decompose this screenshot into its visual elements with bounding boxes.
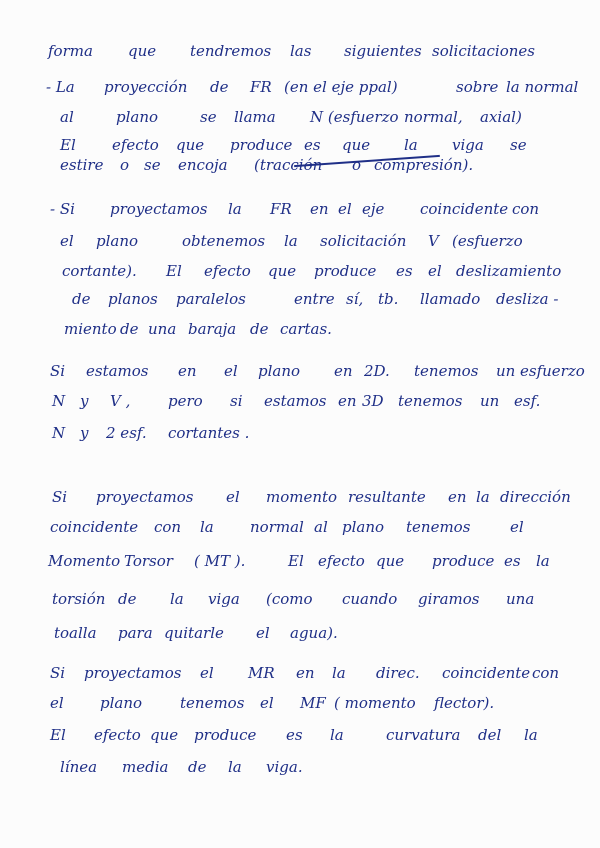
word: que: [128, 42, 157, 60]
word: agua).: [290, 624, 338, 642]
word: cuando: [342, 590, 398, 608]
word: la: [228, 200, 242, 218]
word: proyectamos: [96, 488, 194, 506]
word: V: [428, 232, 439, 250]
word: el: [200, 664, 214, 682]
word: toalla: [54, 624, 97, 642]
text-line-10: [0, 314, 600, 344]
word: del: [478, 726, 502, 744]
text-line-2: [0, 72, 600, 102]
word: esfuerzo: [520, 362, 585, 380]
text-line-1: [0, 36, 600, 66]
word: el: [428, 262, 442, 280]
word: el: [510, 518, 524, 536]
word: momento: [266, 488, 338, 506]
word: solicitación: [320, 232, 407, 250]
word: o: [352, 156, 362, 174]
word: de: [118, 590, 137, 608]
word: viga: [208, 590, 240, 608]
word: de: [250, 320, 269, 338]
word: con: [154, 518, 182, 536]
word: Si: [52, 488, 68, 506]
word: obtenemos: [182, 232, 266, 250]
word: tenemos: [406, 518, 471, 536]
word: o: [120, 156, 130, 174]
text-line-8: [0, 256, 600, 286]
word: es: [304, 136, 321, 154]
word: tendremos: [190, 42, 272, 60]
word: solicitaciones: [432, 42, 535, 60]
word: coincidente: [420, 200, 509, 218]
word: la: [404, 136, 418, 154]
word: tenemos: [180, 694, 245, 712]
word: V ,: [110, 392, 131, 410]
word: pero: [168, 392, 203, 410]
word: ( MT ).: [194, 552, 246, 570]
text-line-7: [0, 226, 600, 256]
word: MR: [248, 664, 275, 682]
word: plano: [96, 232, 139, 250]
word: entre: [294, 290, 335, 308]
word: sí,: [346, 290, 364, 308]
word: ( momento: [334, 694, 416, 712]
word: efecto: [204, 262, 251, 280]
word: produce: [194, 726, 257, 744]
word: proyectamos: [84, 664, 182, 682]
word: FR: [270, 200, 292, 218]
word: - La: [46, 78, 75, 96]
word: la: [200, 518, 214, 536]
word: torsión: [52, 590, 106, 608]
word: produce: [432, 552, 495, 570]
word: estire: [60, 156, 104, 174]
word: línea: [60, 758, 98, 776]
word: que: [176, 136, 205, 154]
word: en: [448, 488, 467, 506]
word: llama: [234, 108, 276, 126]
text-line-12: [0, 386, 600, 416]
text-line-17: [0, 584, 600, 614]
word: un: [480, 392, 500, 410]
word: el: [260, 694, 274, 712]
word: para: [118, 624, 153, 642]
word: normal,: [404, 108, 463, 126]
word: una: [506, 590, 535, 608]
word: plano: [258, 362, 301, 380]
word: N: [52, 392, 66, 410]
word: esf.: [514, 392, 541, 410]
word: coincidente: [442, 664, 531, 682]
text-line-20: [0, 688, 600, 718]
text-line-3: [0, 102, 600, 132]
word: resultante: [348, 488, 426, 506]
word: la: [524, 726, 538, 744]
word: normal: [250, 518, 304, 536]
word: las: [290, 42, 312, 60]
word: que: [268, 262, 297, 280]
text-line-9: [0, 284, 600, 314]
word: efecto: [318, 552, 365, 570]
word: Momento: [48, 552, 121, 570]
word: dirección: [500, 488, 571, 506]
word: (tracción: [254, 156, 323, 174]
word: con: [532, 664, 560, 682]
word: es: [396, 262, 413, 280]
text-line-6: [0, 194, 600, 224]
word: paralelos: [176, 290, 246, 308]
word: en: [296, 664, 315, 682]
word: 2 esf.: [106, 424, 147, 442]
word: llamado: [420, 290, 481, 308]
word: en: [334, 362, 353, 380]
word: miento: [64, 320, 117, 338]
word: FR: [250, 78, 272, 96]
word: N (esfuerzo: [310, 108, 399, 126]
word: el: [338, 200, 352, 218]
text-line-22: [0, 752, 600, 782]
word: (como: [266, 590, 313, 608]
word: direc.: [376, 664, 420, 682]
text-line-15: [0, 512, 600, 542]
word: sobre: [456, 78, 499, 96]
word: es: [286, 726, 303, 744]
word: al: [60, 108, 74, 126]
word: una: [148, 320, 177, 338]
word: efecto: [112, 136, 159, 154]
word: un: [496, 362, 516, 380]
word: que: [150, 726, 179, 744]
word: si: [230, 392, 243, 410]
word: en: [178, 362, 197, 380]
word: Torsor: [124, 552, 173, 570]
word: curvatura: [386, 726, 461, 744]
text-line-18: [0, 618, 600, 648]
word: proyección: [104, 78, 188, 96]
word: tenemos: [398, 392, 463, 410]
word: estamos: [86, 362, 149, 380]
word: El: [166, 262, 182, 280]
word: viga: [452, 136, 484, 154]
word: el: [60, 232, 74, 250]
word: el: [256, 624, 270, 642]
word: la: [170, 590, 184, 608]
word: que: [342, 136, 371, 154]
word: coincidente: [50, 518, 139, 536]
text-line-19: [0, 658, 600, 688]
word: el: [224, 362, 238, 380]
word: y: [80, 392, 89, 410]
word: flector).: [434, 694, 495, 712]
word: el: [226, 488, 240, 506]
text-line-11: [0, 356, 600, 386]
word: MF: [300, 694, 326, 712]
word: en: [338, 392, 357, 410]
word: de: [120, 320, 139, 338]
word: (en el eje ppal): [284, 78, 398, 96]
word: se: [200, 108, 217, 126]
text-line-16: [0, 546, 600, 576]
word: produce: [230, 136, 293, 154]
word: eje: [362, 200, 385, 218]
word: con: [512, 200, 540, 218]
word: la: [536, 552, 550, 570]
word: la: [332, 664, 346, 682]
word: deslizamiento: [456, 262, 562, 280]
word: forma: [48, 42, 93, 60]
word: tenemos: [414, 362, 479, 380]
word: Si: [50, 664, 66, 682]
word: cartas.: [280, 320, 332, 338]
word: encoja: [178, 156, 228, 174]
word: Si: [50, 362, 66, 380]
word: de: [210, 78, 229, 96]
word: El: [288, 552, 304, 570]
word: media: [122, 758, 169, 776]
word: baraja: [188, 320, 237, 338]
word: la normal: [506, 78, 579, 96]
word: - Si: [50, 200, 75, 218]
word: El: [60, 136, 76, 154]
word: plano: [100, 694, 143, 712]
word: y: [80, 424, 89, 442]
word: produce: [314, 262, 377, 280]
word: plano: [116, 108, 159, 126]
text-line-14: [0, 482, 600, 512]
word: quitarle: [164, 624, 224, 642]
word: en: [310, 200, 329, 218]
word: de: [72, 290, 91, 308]
word: compresión).: [374, 156, 474, 174]
word: la: [284, 232, 298, 250]
word: plano: [342, 518, 385, 536]
word: se: [144, 156, 161, 174]
word: al: [314, 518, 328, 536]
word: que: [376, 552, 405, 570]
word: la: [476, 488, 490, 506]
word: estamos: [264, 392, 327, 410]
word: cortantes .: [168, 424, 250, 442]
text-line-21: [0, 720, 600, 750]
word: siguientes: [344, 42, 422, 60]
word: proyectamos: [110, 200, 208, 218]
word: planos: [108, 290, 158, 308]
word: el: [50, 694, 64, 712]
word: de: [188, 758, 207, 776]
word: desliza -: [496, 290, 559, 308]
word: 3D: [362, 392, 384, 410]
word: la: [228, 758, 242, 776]
word: viga.: [266, 758, 303, 776]
word: se: [510, 136, 527, 154]
text-line-13: [0, 418, 600, 448]
word: es: [504, 552, 521, 570]
word: la: [330, 726, 344, 744]
word: giramos: [418, 590, 480, 608]
text-line-5: [0, 150, 600, 180]
word: axial): [480, 108, 522, 126]
word: tb.: [378, 290, 399, 308]
word: (esfuerzo: [452, 232, 523, 250]
word: N: [52, 424, 66, 442]
word: cortante).: [62, 262, 137, 280]
word: efecto: [94, 726, 141, 744]
word: 2D.: [364, 362, 390, 380]
word: El: [50, 726, 66, 744]
